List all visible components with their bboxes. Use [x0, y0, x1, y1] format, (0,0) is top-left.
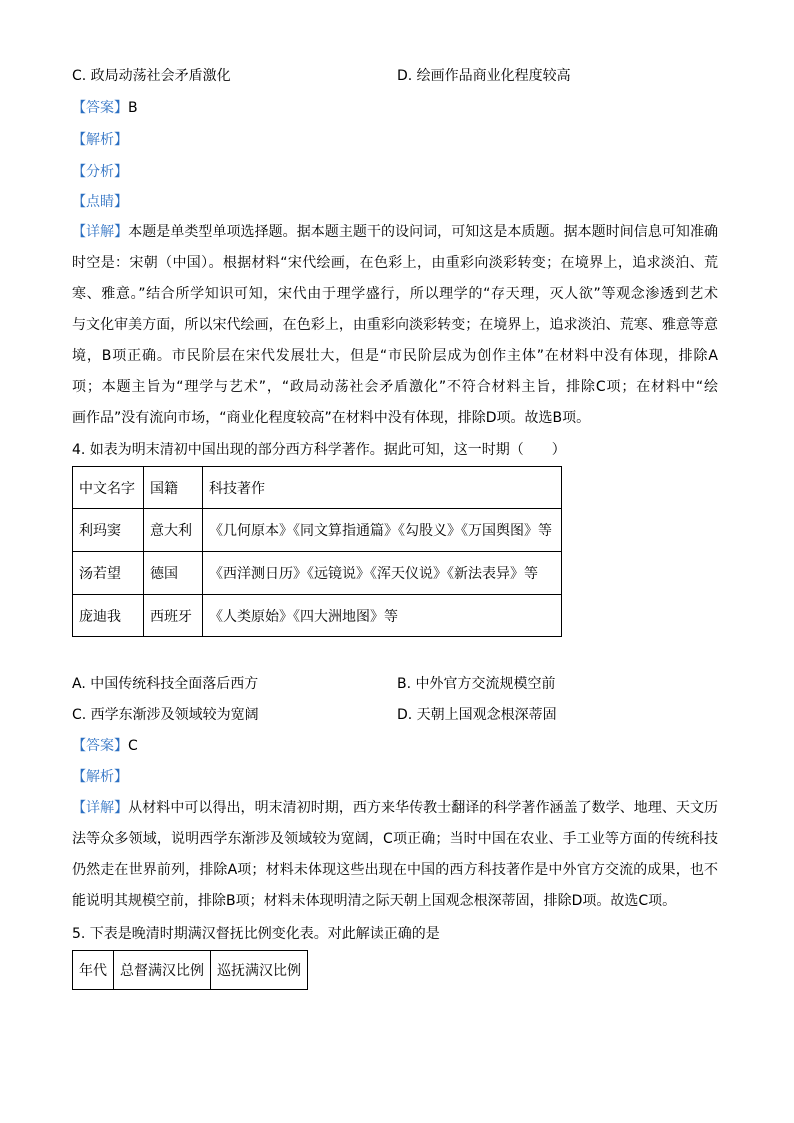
q3-fenxi-tag: 【分析】	[72, 164, 128, 180]
table-row	[73, 552, 562, 595]
q3-detail-line-7: 画作品”没有流向市场，“商业化程度较高”在材料中没有体现，排除D项。故选B项。	[72, 410, 591, 426]
q3-detail-line-4: 与文化审美方面，所以宋代绘画，在色彩上，由重彩向淡彩转变；在境界上，追求淡泊、荒寒、雅意等意	[72, 317, 718, 333]
table-cell: 西班牙	[144, 595, 203, 637]
q3-detail-line-3: 寒、雅意。”结合所学知识可知，宋代由于理学盛行，所以理学的“存天理，灭人欲”等观念渗透到艺术	[72, 286, 718, 302]
q5-table	[72, 950, 308, 990]
table-header-cell: 国籍	[144, 467, 203, 509]
table-header-row	[73, 467, 562, 509]
table-header-cell: 巡抚满汉比例	[211, 951, 308, 990]
q4-analysis-tag: 【解析】	[72, 769, 128, 785]
q3-analysis-tag: 【解析】	[72, 132, 128, 148]
q4-option-d: D. 天朝上国观念根深蒂固	[397, 707, 557, 723]
q4-detail-line-3: 仍然走在世界前列，排除A项；材料未体现这些出现在中国的西方科技著作是中外官方交流的成果，也不	[72, 862, 718, 878]
q4-option-a: A. 中国传统科技全面落后西方	[72, 676, 259, 692]
answer-tag: 【答案】	[72, 100, 128, 116]
q4-stem: 4. 如表为明末清初中国出现的部分西方科学著作。据此可知，这一时期（ ）	[72, 442, 566, 458]
table-header-cell: 科技著作	[203, 467, 562, 509]
q3-dianjing-tag: 【点睛】	[72, 194, 128, 210]
q4-answer	[72, 736, 138, 756]
answer-tag: 【答案】	[72, 738, 128, 754]
q3-answer	[72, 98, 138, 118]
detail-tag: 【详解】	[72, 800, 129, 816]
table-cell: 意大利	[144, 509, 203, 552]
q4-detail-line-2: 法等众多领域，说明西学东渐涉及领域较为宽阔，C项正确；当时中国在农业、手工业等方面的传统科技	[72, 831, 718, 847]
q3-detail-line-5: 境，B项正确。市民阶层在宋代发展壮大，但是“市民阶层成为创作主体”在材料中没有体现，排除A	[72, 348, 718, 364]
answer-value: B	[128, 100, 138, 116]
table-cell: 《几何原本》《同文算指通篇》《勾股义》《万国舆图》等	[203, 509, 562, 552]
table-cell: 汤若望	[73, 552, 144, 595]
q4-table	[72, 466, 562, 637]
table-cell: 庞迪我	[73, 595, 144, 637]
q3-option-c: C. 政局动荡社会矛盾激化	[72, 68, 231, 84]
q3-detail-line-1: 【详解】本题是单类型单项选择题。据本题主题干的设问词，可知这是本质题。据本题时间信息可知准确	[72, 224, 718, 240]
table-cell: 《西洋测日历》《远镜说》《浑天仪说》《新法表异》等	[203, 552, 562, 595]
q3-detail-line-6: 项；本题主旨为“理学与艺术”，“政局动荡社会矛盾激化”不符合材料主旨，排除C项；在材料中“绘	[72, 379, 718, 395]
table-row	[73, 595, 562, 637]
q5-stem: 5. 下表是晚清时期满汉督抚比例变化表。对此解读正确的是	[72, 926, 440, 942]
table-header-cell: 中文名字	[73, 467, 144, 509]
table-row	[73, 509, 562, 552]
table-header-cell: 总督满汉比例	[114, 951, 211, 990]
q3-option-d: D. 绘画作品商业化程度较高	[397, 68, 571, 84]
q3-detail-line-2: 时空是：宋朝（中国）。根据材料“宋代绘画，在色彩上，由重彩向淡彩转变；在境界上，追求淡泊、荒	[72, 255, 718, 271]
q4-option-b: B. 中外官方交流规模空前	[397, 676, 556, 692]
table-header-cell: 年代	[73, 951, 114, 990]
table-cell: 利玛窦	[73, 509, 144, 552]
table-cell: 《人类原始》《四大洲地图》等	[203, 595, 562, 637]
answer-value: C	[128, 738, 138, 754]
q4-option-c: C. 西学东渐涉及领域较为宽阔	[72, 707, 259, 723]
table-header-row	[73, 951, 308, 990]
q4-detail-line-1: 【详解】从材料中可以得出，明末清初时期，西方来华传教士翻译的科学著作涵盖了数学、地理、天文历	[72, 800, 718, 816]
q4-detail-line-4: 能说明其规模空前，排除B项；材料未体现明清之际天朝上国观念根深蒂固，排除D项。故选C项。	[72, 893, 677, 909]
detail-tag: 【详解】	[72, 224, 129, 240]
table-cell: 德国	[144, 552, 203, 595]
